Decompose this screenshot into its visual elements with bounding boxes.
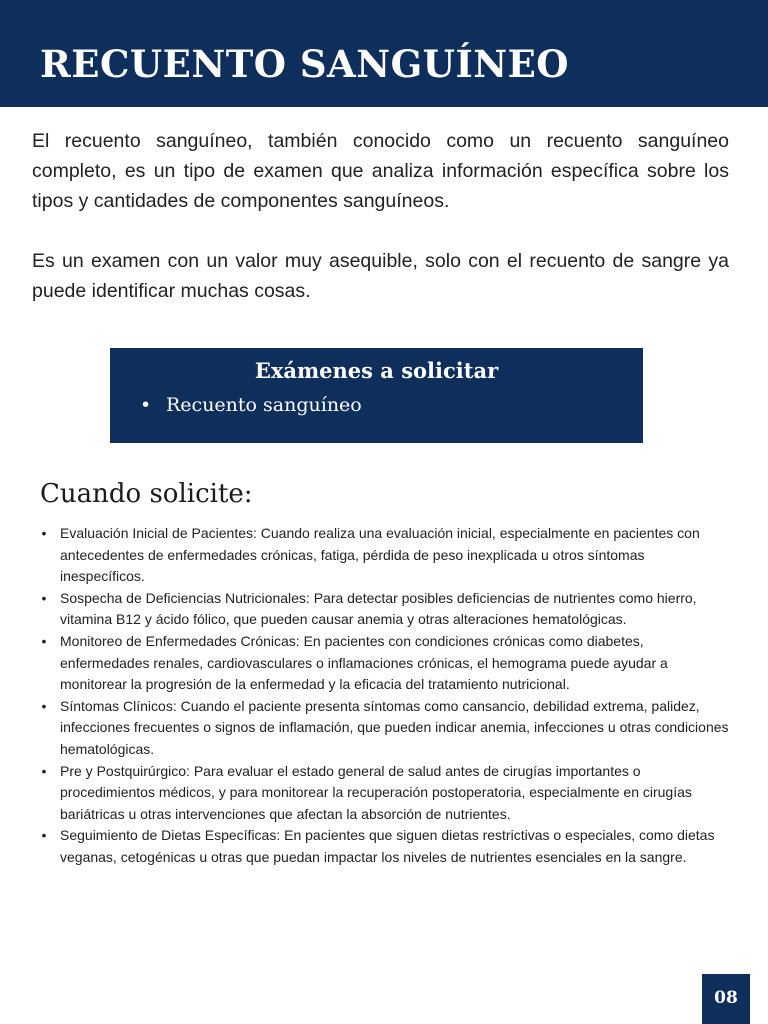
exam-item-label: Recuento sanguíneo [166,394,362,416]
exams-list [140,392,362,418]
exam-item [140,392,362,418]
bullet-icon: • [41,632,47,649]
header-banner [0,0,768,107]
list-item-text: Pre y Postquirúrgico: Para evaluar el estado general de salud antes de cirugías importantes o procedimientos médicos, y para monitorear la recuperación postoperatoria, especialmente en cirugías bariátricas u otras intervenciones que afectan la absorción de nutrientes. [60,762,692,822]
list-item [38,761,732,826]
when-list [38,523,732,869]
bullet-icon: • [41,762,47,779]
list-item [38,523,732,588]
exams-box [110,348,643,443]
list-item-text: Sospecha de Deficiencias Nutricionales: Para detectar posibles deficiencias de nutrientes como hierro, vitamina B12 y ácido fólico, que pueden causar anemia y otras alteraciones hematológicas. [60,589,697,628]
bullet-icon: • [41,525,47,541]
list-item-text: Evaluación Inicial de Pacientes: Cuando realiza una evaluación inicial, especialmente en pacientes con antecedentes de enfermedades crónicas, fatiga, pérdida de peso inexplicada u otros síntomas inespecíficos. [60,525,700,585]
list-item [38,825,732,868]
page-title: RECUENTO SANGUÍNEO [40,42,570,86]
list-item-text: Seguimiento de Dietas Específicas: En pacientes que siguen dietas restrictivas o especiales, como dietas veganas, cetogénicas u otras que puedan impactar los niveles de nutrientes esenciales en la sangre. [60,827,715,865]
bullet-icon: • [41,589,47,606]
section-title-when: Cuando solicite: [40,479,253,509]
page-number: 08 [702,974,750,1024]
list-item [38,588,732,631]
list-item [38,631,732,696]
list-item-text: Síntomas Clínicos: Cuando el paciente presenta síntomas como cansancio, debilidad extrema, palidez, infecciones frecuentes o signos de inflamación, que pueden indicar anemia, infecciones u otras condiciones hematológicas. [60,697,729,757]
bullet-icon: • [41,697,47,714]
list-item-text: Monitoreo de Enfermedades Crónicas: En pacientes con condiciones crónicas como diabetes, enfermedades renales, cardiovasculares o inflamaciones crónicas, el hemograma puede ayudar a monitorear la progresión de la enfermedad y la eficacia del tratamiento nutricional. [60,632,668,693]
bullet-icon: • [140,394,152,416]
intro-paragraph: El recuento sanguíneo, también conocido como un recuento sanguíneo completo, es un tipo de examen que analiza información específica sobre los tipos y cantidades de componentes sanguíneos. [32,130,729,212]
intro-section [32,126,729,336]
intro-paragraph: Es un examen con un valor muy asequible, solo con el recuento de sangre ya puede identificar muchas cosas. [32,250,729,302]
exams-title: Exámenes a solicitar [254,358,499,383]
bullet-icon: • [41,827,47,844]
list-item [38,696,732,761]
